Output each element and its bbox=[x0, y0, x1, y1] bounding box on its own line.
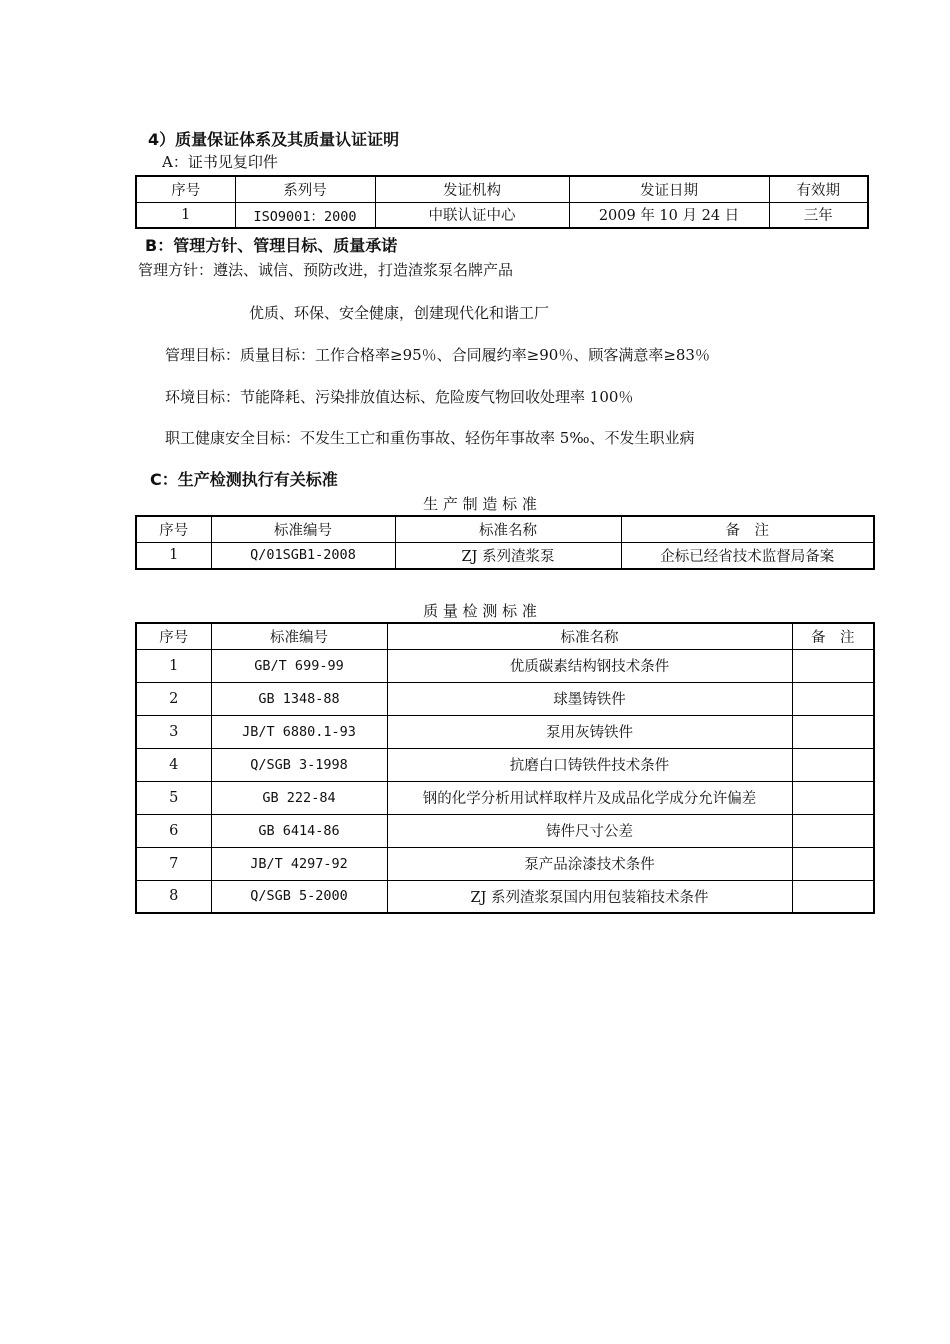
header-cell: 发证日期 bbox=[569, 176, 769, 202]
cell-note bbox=[792, 715, 874, 748]
cell-note bbox=[792, 682, 874, 715]
cell-code: Q/SGB 3-1998 bbox=[211, 748, 387, 781]
cell-index: 1 bbox=[136, 649, 211, 682]
cell-code: GB/T 699-99 bbox=[211, 649, 387, 682]
cell-index: 4 bbox=[136, 748, 211, 781]
cell-name: ZJ 系列渣浆泵 bbox=[395, 542, 621, 569]
policy-line-2: 优质、环保、安全健康，创建现代化和谐工厂 bbox=[249, 304, 550, 322]
header-cell: 发证机构 bbox=[375, 176, 569, 202]
cell-code: GB 222-84 bbox=[211, 781, 387, 814]
mfg-caption: 生 产 制 造 标 准 bbox=[423, 495, 537, 513]
cell-index: 2 bbox=[136, 682, 211, 715]
cell-index: 8 bbox=[136, 880, 211, 913]
table-row bbox=[136, 781, 874, 814]
table-row bbox=[136, 715, 874, 748]
cell-note bbox=[792, 748, 874, 781]
section-b-title: B：管理方针、管理目标、质量承诺 bbox=[145, 236, 398, 255]
manufacturing-standards-table bbox=[135, 515, 875, 570]
goal-safety: 职工健康安全目标：不发生工亡和重伤事故、轻伤年事故率 5‰、不发生职业病 bbox=[165, 429, 695, 447]
header-cell: 序号 bbox=[136, 623, 211, 649]
cell-code: JB/T 4297-92 bbox=[211, 847, 387, 880]
cell-issuer: 中联认证中心 bbox=[375, 202, 569, 228]
cell-name: 泵用灰铸铁件 bbox=[387, 715, 792, 748]
table-row bbox=[136, 649, 874, 682]
cell-name: 铸件尺寸公差 bbox=[387, 814, 792, 847]
section-title: 4）质量保证体系及其质量认证证明 bbox=[148, 130, 400, 149]
cell-name: 抗磨白口铸铁件技术条件 bbox=[387, 748, 792, 781]
header-cell: 序号 bbox=[136, 516, 211, 542]
cell-note bbox=[792, 781, 874, 814]
cell-index: 1 bbox=[136, 202, 235, 228]
cell-name: ZJ 系列渣浆泵国内用包装箱技术条件 bbox=[387, 880, 792, 913]
section-a-label: A：证书见复印件 bbox=[162, 153, 278, 171]
header-cell: 标准名称 bbox=[395, 516, 621, 542]
cell-index: 1 bbox=[136, 542, 211, 569]
table-row bbox=[136, 542, 874, 569]
header-cell: 备 注 bbox=[621, 516, 874, 542]
table-row bbox=[136, 814, 874, 847]
policy-line-1: 管理方针：遵法、诚信、预防改进，打造渣浆泵名牌产品 bbox=[138, 261, 514, 279]
cell-validity: 三年 bbox=[769, 202, 868, 228]
cell-name: 优质碳素结构钢技术条件 bbox=[387, 649, 792, 682]
header-cell: 序号 bbox=[136, 176, 235, 202]
table-row bbox=[136, 202, 868, 228]
header-cell: 标准编号 bbox=[211, 516, 395, 542]
table-row bbox=[136, 748, 874, 781]
cell-name: 泵产品涂漆技术条件 bbox=[387, 847, 792, 880]
header-cell: 系列号 bbox=[235, 176, 375, 202]
cell-code: Q/SGB 5-2000 bbox=[211, 880, 387, 913]
table-row bbox=[136, 682, 874, 715]
header-cell: 备 注 bbox=[792, 623, 874, 649]
header-cell: 标准名称 bbox=[387, 623, 792, 649]
certificate-table bbox=[135, 175, 869, 229]
cell-note bbox=[792, 814, 874, 847]
qc-caption: 质 量 检 测 标 准 bbox=[423, 602, 537, 620]
header-cell: 标准编号 bbox=[211, 623, 387, 649]
goal-quality: 管理目标：质量目标：工作合格率≥95％、合同履约率≥90％、顾客满意率≥83％ bbox=[165, 346, 710, 364]
cell-note bbox=[792, 847, 874, 880]
section-c-title: C：生产检测执行有关标准 bbox=[150, 470, 338, 489]
cell-date: 2009 年 10 月 24 日 bbox=[569, 202, 769, 228]
goal-environment: 环境目标：节能降耗、污染排放值达标、危险废气物回收处理率 100％ bbox=[165, 388, 634, 406]
cell-index: 7 bbox=[136, 847, 211, 880]
cell-code: GB 6414-86 bbox=[211, 814, 387, 847]
cell-index: 5 bbox=[136, 781, 211, 814]
cell-code: Q/01SGB1-2008 bbox=[211, 542, 395, 569]
cell-name: 钢的化学分析用试样取样片及成品化学成分允许偏差 bbox=[387, 781, 792, 814]
table-row bbox=[136, 880, 874, 913]
cell-series: ISO9001：2000 bbox=[235, 202, 375, 228]
cell-code: JB/T 6880.1-93 bbox=[211, 715, 387, 748]
cell-note bbox=[792, 880, 874, 913]
cell-note bbox=[792, 649, 874, 682]
table-row bbox=[136, 847, 874, 880]
cell-index: 3 bbox=[136, 715, 211, 748]
quality-standards-table bbox=[135, 622, 875, 914]
cell-note: 企标已经省技术监督局备案 bbox=[621, 542, 874, 569]
cell-code: GB 1348-88 bbox=[211, 682, 387, 715]
cell-index: 6 bbox=[136, 814, 211, 847]
header-cell: 有效期 bbox=[769, 176, 868, 202]
cell-name: 球墨铸铁件 bbox=[387, 682, 792, 715]
